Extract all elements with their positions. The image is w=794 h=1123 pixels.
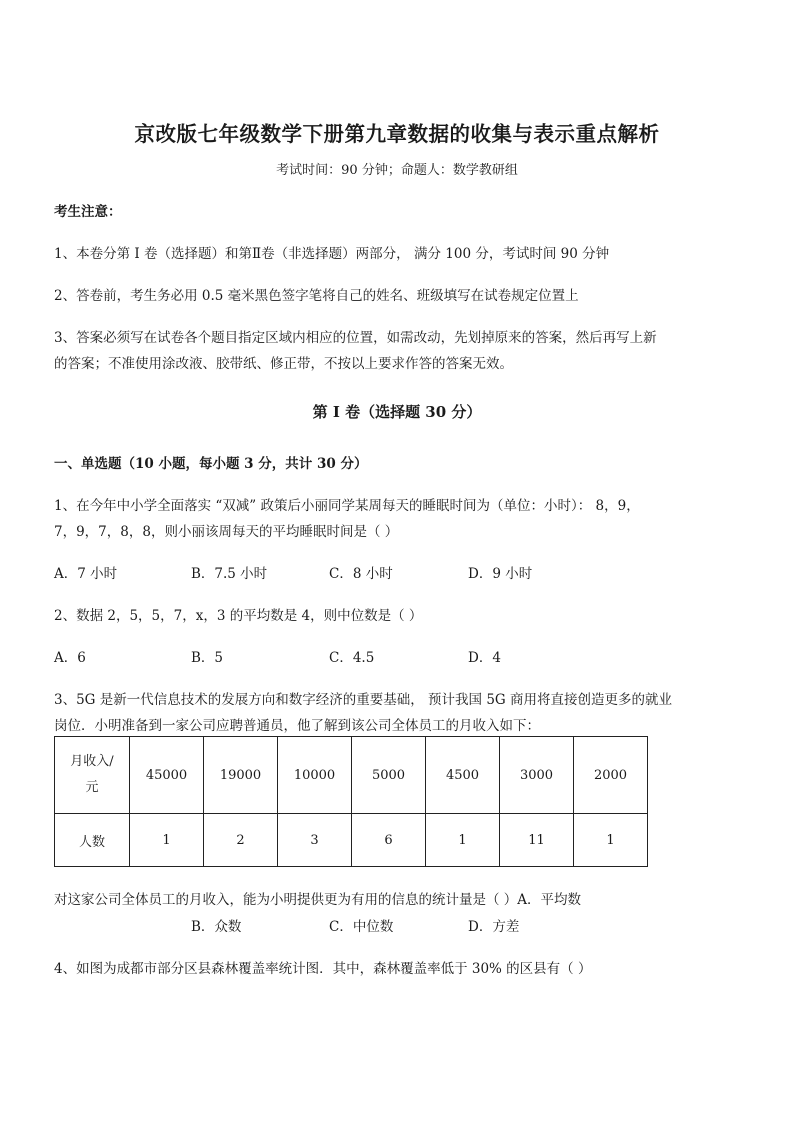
exam-subtitle: 考试时间：90 分钟；命题人：数学教研组 xyxy=(276,163,518,178)
table-cell: 元 xyxy=(85,780,99,795)
table-cell: 3 xyxy=(278,814,352,867)
q3-option-c: C．中位数 xyxy=(329,919,394,935)
q2-option-a: A．6 xyxy=(54,650,86,666)
table-cell: 19000 xyxy=(204,737,278,814)
notice-item: 2、答卷前，考生务必用 0.5 毫米黑色签字笔将自己的姓名、班级填写在试卷规定位置上 xyxy=(54,288,579,304)
q3-option-b: B．众数 xyxy=(191,919,242,935)
question-1-text: 1、在今年中小学全面落实 “双减” 政策后小丽同学某周每天的睡眠时间为（单位：小时）： 8，9， xyxy=(54,498,640,514)
table-cell: 3000 xyxy=(500,737,574,814)
question-2-text: 2、数据 2，5，5，7，x，3 的平均数是 4，则中位数是（ ） xyxy=(54,608,423,624)
table-cell: 1 xyxy=(426,814,500,867)
notice-item: 的答案；不准使用涂改液、胶带纸、修正带，不按以上要求作答的答案无效。 xyxy=(54,356,513,372)
table-cell: 10000 xyxy=(278,737,352,814)
part-heading: 一、单选题（10 小题，每小题 3 分，共计 30 分） xyxy=(54,456,368,472)
table-header-cell: 人数 xyxy=(55,814,130,867)
table-cell: 4500 xyxy=(426,737,500,814)
question-3-text: 3、5G 是新一代信息技术的发展方向和数字经济的重要基础， 预计我国 5G 商用将直接创造更多的就业 xyxy=(54,692,672,708)
q2-option-b: B．5 xyxy=(191,650,224,666)
q1-option-a: A．7 小时 xyxy=(54,566,118,582)
section-title: 第 I 卷（选择题 30 分） xyxy=(312,403,482,421)
question-1-text: 7，9，7，8，8，则小丽该周每天的平均睡眠时间是（ ） xyxy=(54,524,399,540)
table-cell: 11 xyxy=(500,814,574,867)
q1-option-c: C．8 小时 xyxy=(329,566,393,582)
question-3-text: 岗位．小明准备到一家公司应聘普通员，他了解到该公司全体员工的月收入如下： xyxy=(54,718,540,734)
q1-option-d: D．9 小时 xyxy=(468,566,533,582)
q3-option-d: D．方差 xyxy=(468,919,520,935)
table-cell: 45000 xyxy=(130,737,204,814)
table-header-cell xyxy=(55,737,130,814)
notice-heading: 考生注意： xyxy=(54,204,122,220)
q2-option-c: C．4.5 xyxy=(329,650,375,666)
table-row xyxy=(55,737,648,814)
table-cell: 1 xyxy=(130,814,204,867)
table-cell: 1 xyxy=(574,814,648,867)
table-cell: 2000 xyxy=(574,737,648,814)
income-table xyxy=(54,736,648,867)
table-row xyxy=(55,814,648,867)
q1-option-b: B．7.5 小时 xyxy=(191,566,268,582)
notice-item: 3、答案必须写在试卷各个题目指定区域内相应的位置，如需改动，先划掉原来的答案，然后再写上新 xyxy=(54,330,657,346)
q2-option-d: D．4 xyxy=(468,650,501,666)
page-title: 京改版七年级数学下册第九章数据的收集与表示重点解析 xyxy=(134,122,660,146)
table-cell: 5000 xyxy=(352,737,426,814)
notice-item: 1、本卷分第 I 卷（选择题）和第Ⅱ卷（非选择题）两部分， 满分 100 分，考试时间 90 分钟 xyxy=(54,246,610,262)
table-cell: 2 xyxy=(204,814,278,867)
question-4-text: 4、如图为成都市部分区县森林覆盖率统计图．其中，森林覆盖率低于 30% 的区县有（ ） xyxy=(54,961,592,977)
question-3-text: 对这家公司全体员工的月收入，能为小明提供更为有用的信息的统计量是（ ）A．平均数 xyxy=(54,892,582,908)
table-cell: 月收入/ xyxy=(70,754,114,769)
table-cell: 6 xyxy=(352,814,426,867)
